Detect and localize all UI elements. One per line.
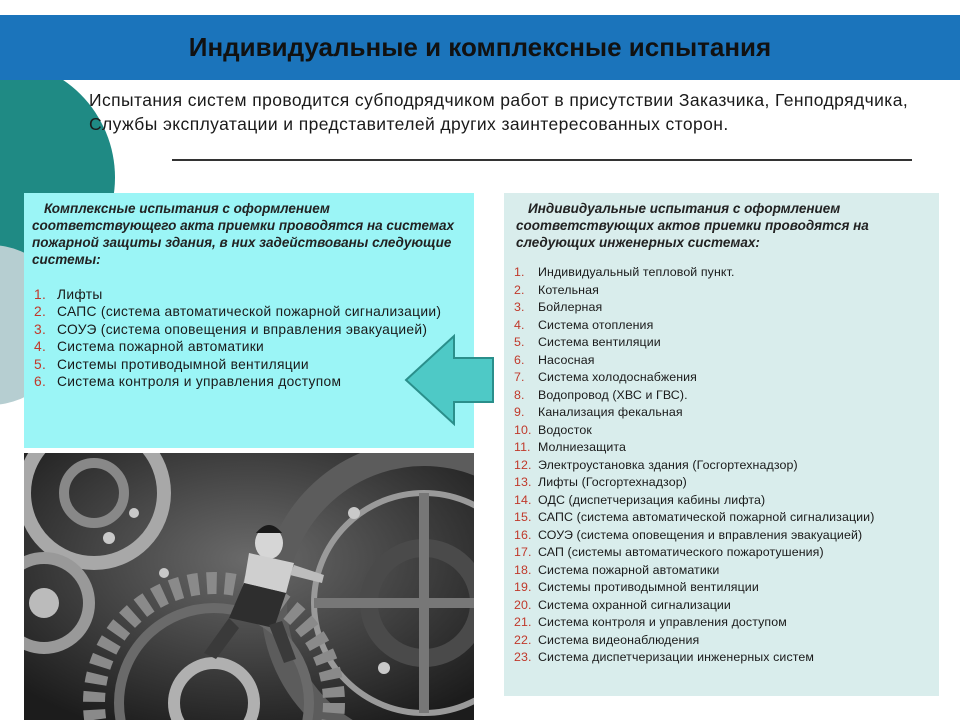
individual-test-item — [514, 457, 939, 475]
individual-test-item-number: 9. — [514, 405, 525, 419]
individual-test-item — [514, 544, 939, 562]
individual-test-item — [514, 597, 939, 615]
individual-test-item — [514, 369, 939, 387]
individual-test-item-number: 15. — [514, 510, 532, 524]
individual-test-item-number: 16. — [514, 527, 532, 542]
individual-tests-heading: Индивидуальные испытания с оформлением соответствующих актов приемки проводятся на следующих инженерных системах: — [516, 201, 869, 250]
individual-test-item-text: Система вентиляции — [538, 335, 661, 349]
individual-test-item-number: 3. — [514, 300, 525, 314]
complex-test-item — [34, 356, 464, 373]
complex-test-item-text: Системы противодымной вентиляции — [57, 356, 309, 372]
individual-test-item — [514, 649, 939, 667]
individual-test-item-text: Система диспетчеризации инженерных систем — [538, 650, 814, 664]
individual-test-item — [514, 474, 939, 492]
complex-test-item-text: Система пожарной автоматики — [57, 339, 265, 355]
individual-test-item — [514, 527, 939, 545]
complex-tests-heading: Комплексные испытания с оформлением соответствующего акта приемки проводятся на системах пожарной защиты здания, в них задействованы следующие системы: — [32, 201, 454, 267]
complex-test-item-text: Лифты — [57, 287, 103, 302]
complex-test-item-number: 5. — [34, 356, 47, 372]
individual-test-item — [514, 562, 939, 580]
individual-test-item-number: 2. — [514, 282, 525, 297]
individual-test-item-number: 21. — [514, 615, 532, 629]
individual-test-item-text: Молниезащита — [538, 440, 627, 454]
individual-test-item — [514, 579, 939, 597]
divider — [172, 159, 912, 161]
individual-test-item — [514, 614, 939, 632]
complex-test-item — [34, 286, 464, 303]
gears-photo-illustration — [24, 453, 474, 720]
individual-test-item — [514, 632, 939, 650]
individual-test-item-number: 4. — [514, 317, 525, 332]
individual-test-item-number: 13. — [514, 475, 532, 489]
individual-test-item-number: 12. — [514, 457, 532, 472]
slide-title: Индивидуальные и комплексные испытания — [188, 32, 772, 62]
individual-test-item-text: Система отопления — [538, 317, 654, 332]
individual-test-item-text: САП (системы автоматического пожаротушения) — [538, 545, 824, 559]
individual-test-item — [514, 317, 939, 335]
complex-test-item-number: 3. — [34, 321, 47, 337]
individual-test-item-text: Водопровод (ХВС и ГВС). — [538, 387, 688, 402]
complex-test-item-number: 6. — [34, 374, 47, 390]
individual-test-item-text: Лифты (Госгортехнадзор) — [538, 475, 687, 489]
individual-test-item-number: 20. — [514, 597, 532, 612]
individual-test-item — [514, 334, 939, 352]
individual-test-item-number: 8. — [514, 387, 525, 402]
individual-tests-list — [514, 264, 939, 667]
individual-test-item-number: 1. — [514, 265, 525, 279]
individual-test-item-number: 7. — [514, 370, 525, 384]
complex-test-item-number: 1. — [34, 287, 47, 302]
individual-test-item-text: Система охранной сигнализации — [538, 597, 731, 612]
individual-test-item-text: Система видеонаблюдения — [538, 632, 700, 647]
individual-test-item-number: 18. — [514, 562, 532, 577]
individual-test-item-text: Бойлерная — [538, 300, 603, 314]
complex-test-item-text: СОУЭ (система оповещения и вправления эвакуацией) — [57, 321, 428, 337]
individual-test-item — [514, 264, 939, 282]
complex-test-item-text: Система контроля и управления доступом — [57, 374, 342, 390]
individual-test-item — [514, 439, 939, 457]
individual-test-item-number: 23. — [514, 650, 532, 664]
individual-test-item-number: 5. — [514, 335, 525, 349]
individual-test-item-text: Электроустановка здания (Госгортехнадзор) — [538, 457, 798, 472]
individual-test-item-text: Системы противодымной вентиляции — [538, 580, 759, 594]
individual-test-item-text: Индивидуальный тепловой пункт. — [538, 265, 735, 279]
title-bar — [0, 15, 960, 80]
individual-test-item-text: Система холодоснабжения — [538, 370, 697, 384]
intro-paragraph: Испытания систем проводится субподрядчиком работ в присутствии Заказчика, Генподрядчика, Службы эксплуатации и представителей других заинтересованных сторон. — [89, 90, 909, 134]
individual-test-item-text: Канализация фекальная — [538, 405, 683, 419]
individual-test-item — [514, 422, 939, 440]
individual-test-item-text: Насосная — [538, 352, 595, 367]
individual-test-item — [514, 387, 939, 405]
individual-test-item — [514, 352, 939, 370]
individual-test-item-text: Система пожарной автоматики — [538, 562, 720, 577]
individual-test-item-text: САПС (система автоматической пожарной сигнализации) — [538, 510, 875, 524]
individual-test-item-text: Водосток — [538, 422, 592, 437]
individual-test-item-number: 19. — [514, 580, 532, 594]
complex-test-item-number: 2. — [34, 304, 47, 320]
complex-test-item — [34, 373, 464, 390]
individual-test-item-number: 22. — [514, 632, 532, 647]
gears-worker-photo — [24, 453, 474, 720]
individual-test-item-text: Котельная — [538, 282, 599, 297]
individual-test-item — [514, 492, 939, 510]
complex-test-item-text: САПС (система автоматической пожарной сигнализации) — [57, 304, 442, 320]
complex-test-item — [34, 321, 464, 338]
left-arrow-icon — [404, 332, 496, 428]
individual-test-item-number: 10. — [514, 422, 532, 437]
complex-test-item — [34, 338, 464, 355]
individual-tests-panel — [504, 193, 939, 696]
individual-test-item-text: Система контроля и управления доступом — [538, 615, 787, 629]
complex-test-item-number: 4. — [34, 339, 47, 355]
individual-test-item — [514, 404, 939, 422]
individual-test-item-number: 6. — [514, 352, 525, 367]
individual-test-item-number: 11. — [514, 440, 531, 454]
individual-test-item-text: СОУЭ (система оповещения и вправления эвакуацией) — [538, 527, 863, 542]
individual-test-item-number: 17. — [514, 545, 532, 559]
individual-test-item — [514, 299, 939, 317]
complex-tests-list — [34, 286, 464, 390]
individual-test-item-number: 14. — [514, 492, 532, 507]
individual-test-item-text: ОДС (диспетчеризация кабины лифта) — [538, 492, 766, 507]
individual-test-item — [514, 509, 939, 527]
complex-test-item — [34, 303, 464, 320]
individual-test-item — [514, 282, 939, 300]
